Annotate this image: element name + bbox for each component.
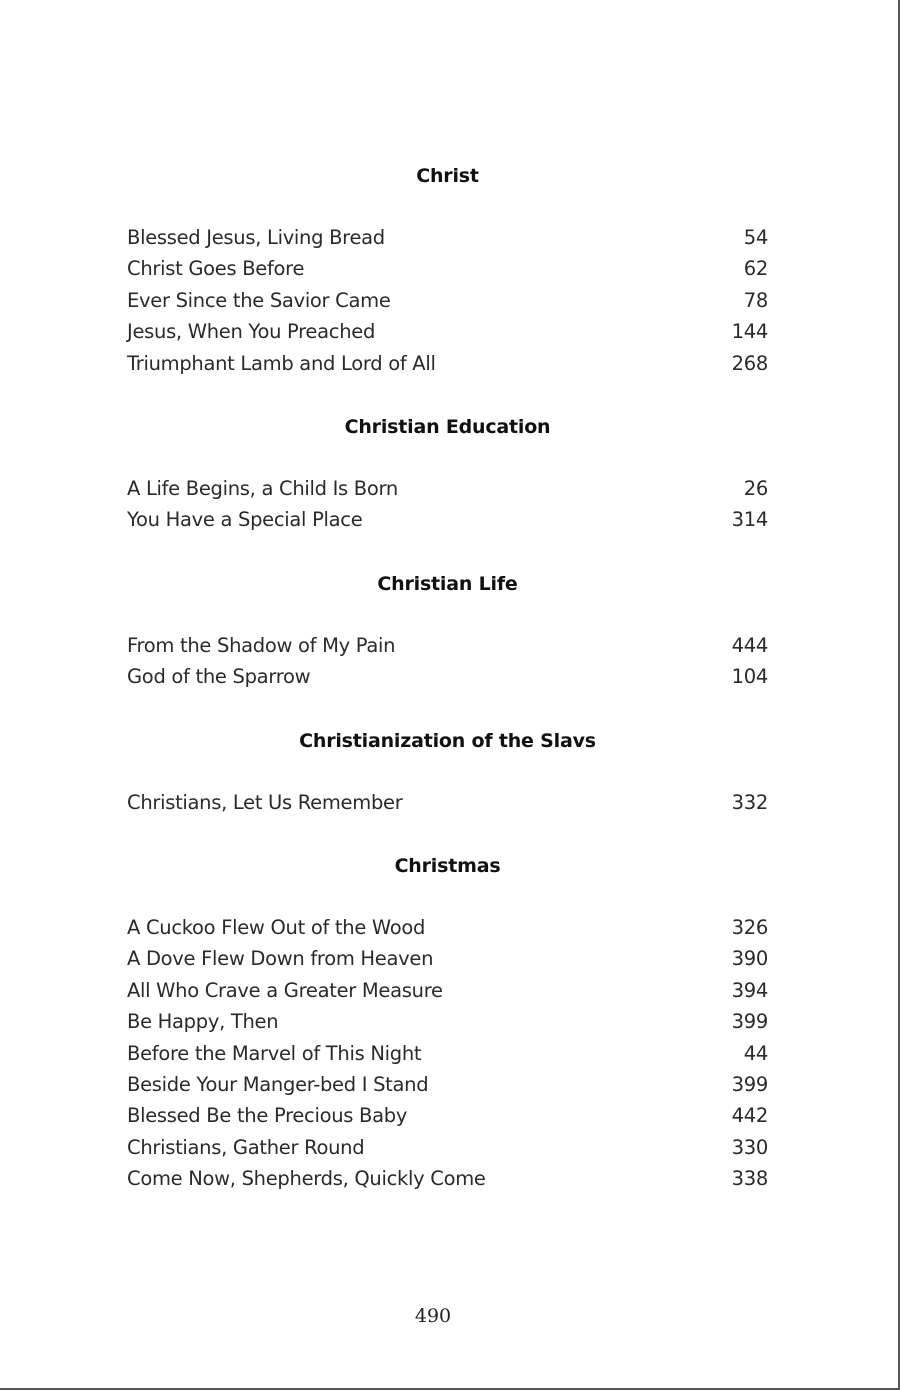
hymn-page-number: 268 bbox=[731, 351, 768, 375]
hymn-page-number: 390 bbox=[731, 947, 768, 971]
section-heading: Christian Life bbox=[377, 573, 518, 595]
page-number: 490 bbox=[414, 1305, 452, 1327]
hymn-title: Jesus, When You Preached bbox=[127, 320, 376, 344]
hymn-title: Christians, Let Us Remember bbox=[127, 791, 403, 814]
hymn-entry bbox=[127, 348, 768, 379]
hymn-entry bbox=[127, 1163, 768, 1194]
hymn-title: All Who Crave a Greater Measure bbox=[127, 978, 443, 1002]
hymn-entry bbox=[127, 912, 768, 943]
hymn-title: Come Now, Shepherds, Quickly Come bbox=[127, 1167, 486, 1191]
hymn-page-number: 78 bbox=[743, 288, 768, 312]
hymn-title: Triumphant Lamb and Lord of All bbox=[127, 351, 436, 375]
hymn-page-number: 144 bbox=[731, 320, 768, 344]
topic-section-christian-life bbox=[127, 569, 768, 693]
hymn-page-number: 399 bbox=[731, 1010, 768, 1034]
hymn-title: Christians, Gather Round bbox=[127, 1135, 365, 1159]
hymn-page-number: 332 bbox=[731, 791, 768, 814]
hymn-title: A Dove Flew Down from Heaven bbox=[127, 947, 434, 971]
section-heading: Christianization of the Slavs bbox=[299, 730, 596, 752]
hymn-title: Blessed Jesus, Living Bread bbox=[127, 226, 385, 249]
hymn-page-number: 26 bbox=[743, 477, 768, 500]
hymn-page-number: 62 bbox=[743, 257, 768, 281]
hymn-title: God of the Sparrow bbox=[127, 665, 311, 689]
hymn-page-number: 326 bbox=[731, 916, 768, 939]
hymn-title: Beside Your Manger-bed I Stand bbox=[127, 1072, 429, 1096]
hymn-entry bbox=[127, 222, 768, 253]
topic-section-christian-education bbox=[127, 412, 768, 536]
hymn-title: Christ Goes Before bbox=[127, 257, 305, 281]
hymn-page-number: 330 bbox=[731, 1135, 768, 1159]
hymn-page-number: 54 bbox=[743, 226, 768, 249]
hymn-entry bbox=[127, 975, 768, 1006]
hymn-entry bbox=[127, 253, 768, 284]
hymn-title: A Cuckoo Flew Out of the Wood bbox=[127, 916, 426, 939]
hymn-page-number: 44 bbox=[743, 1041, 768, 1065]
hymn-entry bbox=[127, 943, 768, 974]
topic-section-christmas bbox=[127, 851, 768, 1195]
section-heading: Christmas bbox=[394, 855, 501, 877]
hymn-title: Ever Since the Savior Came bbox=[127, 288, 391, 312]
hymn-page-number: 338 bbox=[731, 1167, 768, 1191]
section-heading: Christ bbox=[416, 165, 479, 187]
hymn-page-number: 104 bbox=[731, 665, 768, 689]
hymn-title: A Life Begins, a Child Is Born bbox=[127, 477, 398, 500]
hymn-page-number: 442 bbox=[731, 1104, 768, 1128]
hymn-entry bbox=[127, 630, 768, 661]
hymn-entry bbox=[127, 1038, 768, 1069]
hymn-page-number: 399 bbox=[731, 1072, 768, 1096]
entry-list bbox=[127, 912, 768, 1195]
entry-list bbox=[127, 473, 768, 536]
hymn-title: Blessed Be the Precious Baby bbox=[127, 1104, 408, 1128]
hymn-title: Be Happy, Then bbox=[127, 1010, 279, 1034]
hymn-entry bbox=[127, 787, 768, 818]
hymn-entry bbox=[127, 1132, 768, 1163]
hymn-entry bbox=[127, 504, 768, 535]
hymn-entry bbox=[127, 1006, 768, 1037]
hymn-title: You Have a Special Place bbox=[127, 508, 363, 532]
hymn-title: Before the Marvel of This Night bbox=[127, 1041, 422, 1065]
hymn-entry bbox=[127, 316, 768, 347]
topic-section-christianization-of-the-slavs bbox=[127, 726, 768, 818]
hymn-title: From the Shadow of My Pain bbox=[127, 634, 396, 657]
hymn-entry bbox=[127, 661, 768, 692]
hymn-page-number: 444 bbox=[731, 634, 768, 657]
hymn-page-number: 394 bbox=[731, 978, 768, 1002]
hymn-page-number: 314 bbox=[731, 508, 768, 532]
section-heading: Christian Education bbox=[344, 416, 551, 438]
entry-list bbox=[127, 787, 768, 818]
topic-section-christ bbox=[127, 161, 768, 379]
hymn-entry bbox=[127, 1100, 768, 1131]
hymn-entry bbox=[127, 285, 768, 316]
entry-list bbox=[127, 630, 768, 693]
hymn-entry bbox=[127, 1069, 768, 1100]
entry-list bbox=[127, 222, 768, 379]
hymn-entry bbox=[127, 473, 768, 504]
